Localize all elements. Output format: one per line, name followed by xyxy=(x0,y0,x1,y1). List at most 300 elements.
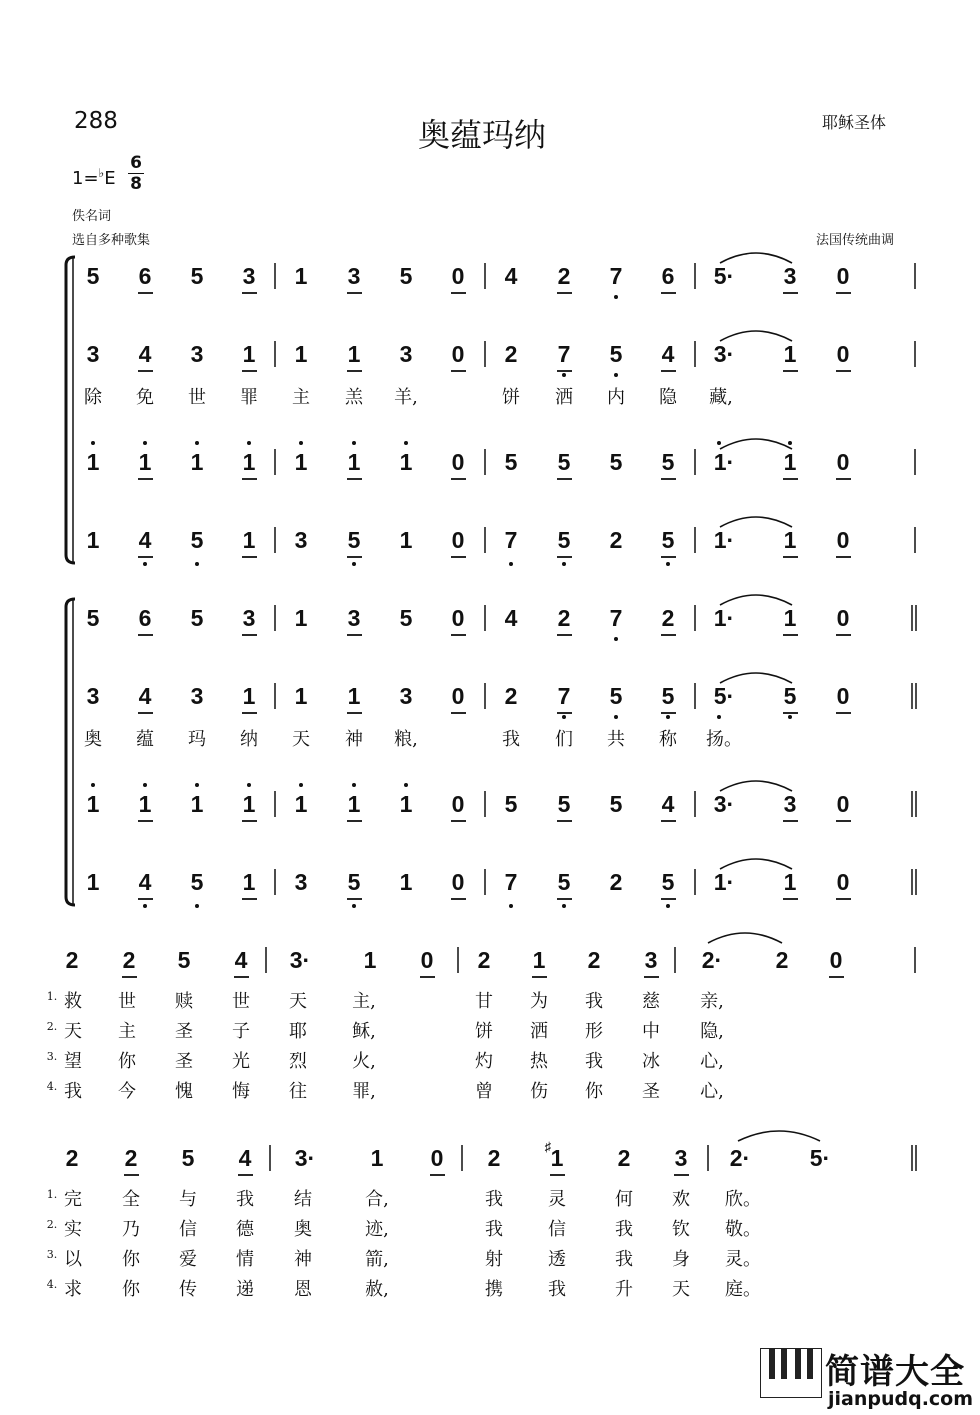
note-5: 5 xyxy=(661,869,675,895)
note-2: 2 xyxy=(124,1145,138,1171)
lyric-syllable: 隐 xyxy=(659,387,677,408)
note-5: 5 xyxy=(557,869,571,895)
note-0: 0 xyxy=(836,683,850,709)
verse-syllable: 稣, xyxy=(352,1021,376,1042)
verse-syllable: 射 xyxy=(485,1249,503,1270)
note-0: 0 xyxy=(451,341,465,367)
verse-syllable: 为 xyxy=(530,991,548,1012)
verse-syllable: 曾 xyxy=(475,1081,493,1102)
verse-syllable: 我 xyxy=(585,991,603,1012)
verse-syllable: 甘 xyxy=(475,991,493,1012)
note-7: 7 xyxy=(557,683,571,709)
verse-syllable: 世 xyxy=(232,991,250,1012)
note-1: 1 xyxy=(783,869,797,895)
note-0: 0 xyxy=(430,1145,444,1171)
lyric-syllable: 我 xyxy=(502,729,520,750)
verse-number: 4. xyxy=(46,1080,58,1093)
verse-syllable: 救 xyxy=(64,991,82,1012)
note-1: 1 xyxy=(347,449,361,475)
note-1: 1 xyxy=(399,449,413,475)
note-5: 5 xyxy=(661,449,675,475)
lyric-syllable: 奥 xyxy=(84,729,102,750)
tie-arc xyxy=(738,1131,820,1141)
note-5: 5 xyxy=(609,449,623,475)
lyric-syllable: 藏, xyxy=(709,387,733,408)
verse-syllable: 恩 xyxy=(294,1279,312,1300)
verse-syllable: 罪, xyxy=(352,1081,376,1102)
note-6: 6 xyxy=(138,263,152,289)
verse-syllable: 耶 xyxy=(289,1021,307,1042)
note-7: 7 xyxy=(504,869,518,895)
note-4: 4 xyxy=(138,527,152,553)
note-5-dotted: 5· xyxy=(809,1145,831,1171)
verse-syllable: 烈 xyxy=(289,1051,307,1072)
verse-syllable: 圣 xyxy=(175,1051,193,1072)
note-2: 2 xyxy=(65,947,79,973)
note-0: 0 xyxy=(420,947,434,973)
verse-syllable: 冰 xyxy=(642,1051,660,1072)
verse-syllable: 欢 xyxy=(672,1189,690,1210)
note-3: 3 xyxy=(242,263,256,289)
verse-syllable: 圣 xyxy=(175,1021,193,1042)
octave-dot xyxy=(614,715,618,719)
tie-arc xyxy=(720,673,792,683)
verse-syllable: 慈 xyxy=(642,991,660,1012)
note-0: 0 xyxy=(836,449,850,475)
note-1: 1 xyxy=(399,527,413,553)
note-1: 1 xyxy=(138,449,152,475)
note-1: 1 xyxy=(138,791,152,817)
key-letter: E xyxy=(104,168,116,189)
verse-syllable: 今 xyxy=(118,1081,136,1102)
note-0: 0 xyxy=(836,869,850,895)
note-5: 5 xyxy=(190,869,204,895)
octave-dot xyxy=(562,562,566,566)
octave-dot xyxy=(352,783,356,787)
note-5: 5 xyxy=(181,1145,195,1171)
lyric-syllable: 羊, xyxy=(394,387,418,408)
verse-number: 3. xyxy=(46,1050,58,1063)
lyric-syllable: 们 xyxy=(555,729,573,750)
verse-syllable: 我 xyxy=(485,1189,503,1210)
note-5: 5 xyxy=(504,791,518,817)
note-6: 6 xyxy=(138,605,152,631)
note-3: 3 xyxy=(242,605,256,631)
note-5: 5 xyxy=(661,527,675,553)
lyric-syllable: 共 xyxy=(607,729,625,750)
note-3: 3 xyxy=(294,869,308,895)
verse-syllable: 递 xyxy=(236,1279,254,1300)
verse-syllable: 你 xyxy=(585,1081,603,1102)
verse-syllable: 我 xyxy=(585,1051,603,1072)
verse-syllable: 天 xyxy=(64,1021,82,1042)
octave-dot xyxy=(299,441,303,445)
verse-syllable: 德 xyxy=(236,1219,254,1240)
note-5: 5 xyxy=(347,869,361,895)
note-1: 1 xyxy=(783,527,797,553)
verse-syllable: 携 xyxy=(485,1279,503,1300)
note-5: 5 xyxy=(609,341,623,367)
note-1: 1 xyxy=(347,683,361,709)
note-4: 4 xyxy=(504,605,518,631)
lyric-syllable: 洒 xyxy=(555,387,573,408)
verse-syllable: 我 xyxy=(548,1279,566,1300)
verse-syllable: 中 xyxy=(642,1021,660,1042)
note-0: 0 xyxy=(451,791,465,817)
note-1: 1 xyxy=(783,341,797,367)
note-1: 1 xyxy=(783,449,797,475)
verse-syllable: 愧 xyxy=(175,1081,193,1102)
octave-dot xyxy=(509,562,513,566)
note-1: 1 xyxy=(242,683,256,709)
note-5: 5 xyxy=(557,791,571,817)
octave-dot xyxy=(788,715,792,719)
note-5: 5 xyxy=(609,683,623,709)
note-4: 4 xyxy=(138,341,152,367)
note-2: 2 xyxy=(65,1145,79,1171)
note-3: 3 xyxy=(347,263,361,289)
note-3: 3 xyxy=(674,1145,688,1171)
lyric-syllable: 纳 xyxy=(240,729,258,750)
octave-dot xyxy=(717,715,721,719)
octave-dot xyxy=(195,562,199,566)
note-1: 1 xyxy=(532,947,546,973)
lyric-syllable: 神 xyxy=(345,729,363,750)
octave-dot xyxy=(666,904,670,908)
note-7: 7 xyxy=(609,605,623,631)
verse-syllable: 透 xyxy=(548,1249,566,1270)
verse-number: 4. xyxy=(46,1278,58,1291)
note-2: 2 xyxy=(587,947,601,973)
note-3: 3 xyxy=(347,605,361,631)
note-0: 0 xyxy=(836,263,850,289)
hymn-number: 288 xyxy=(74,108,118,134)
verse-syllable: 我 xyxy=(485,1219,503,1240)
note-3-dotted: 3· xyxy=(713,341,735,367)
note-3: 3 xyxy=(399,683,413,709)
note-1: 1 xyxy=(294,605,308,631)
note-1: 1 xyxy=(242,341,256,367)
note-4: 4 xyxy=(504,263,518,289)
octave-dot xyxy=(666,562,670,566)
verse-syllable: 悔 xyxy=(232,1081,250,1102)
note-2: 2 xyxy=(504,683,518,709)
verse-syllable: 以 xyxy=(64,1249,82,1270)
octave-dot xyxy=(195,904,199,908)
note-0: 0 xyxy=(836,527,850,553)
note-1-dotted: 1· xyxy=(713,527,735,553)
note-3: 3 xyxy=(190,341,204,367)
logo-url: jianpudq.com xyxy=(828,1388,974,1410)
note-2: 2 xyxy=(775,947,789,973)
verse-number: 3. xyxy=(46,1248,58,1261)
verse-syllable: 迹, xyxy=(365,1219,389,1240)
octave-dot xyxy=(195,441,199,445)
octave-dot xyxy=(352,562,356,566)
verse-syllable: 奥 xyxy=(294,1219,312,1240)
octave-dot xyxy=(562,373,566,377)
verse-syllable: 饼 xyxy=(475,1021,493,1042)
note-2: 2 xyxy=(661,605,675,631)
piano-logo-icon xyxy=(760,1348,822,1398)
lyric-syllable: 粮, xyxy=(394,729,418,750)
note-1-dotted: 1· xyxy=(713,869,735,895)
octave-dot xyxy=(247,441,251,445)
note-3: 3 xyxy=(294,527,308,553)
verse-syllable: 灵。 xyxy=(725,1249,761,1270)
octave-dot xyxy=(562,904,566,908)
octave-dot xyxy=(143,904,147,908)
octave-dot xyxy=(143,562,147,566)
verse-syllable: 亲, xyxy=(700,991,724,1012)
note-3-dotted: 3· xyxy=(294,1145,316,1171)
note-1: 1 xyxy=(190,449,204,475)
verse-number: 2. xyxy=(46,1020,58,1033)
key-prefix: 1= xyxy=(72,168,99,189)
lyric-syllable: 主 xyxy=(292,387,310,408)
note-5: 5 xyxy=(86,263,100,289)
note-5: 5 xyxy=(399,263,413,289)
note-4: 4 xyxy=(238,1145,252,1171)
lyric-syllable: 玛 xyxy=(188,729,206,750)
note-5: 5 xyxy=(86,605,100,631)
verse-syllable: 与 xyxy=(179,1189,197,1210)
verse-syllable: 隐, xyxy=(700,1021,724,1042)
verse-number: 1. xyxy=(46,1188,58,1201)
octave-dot xyxy=(404,441,408,445)
verse-syllable: 何 xyxy=(615,1189,633,1210)
category-label: 耶稣圣体 xyxy=(822,113,887,132)
verse-syllable: 你 xyxy=(122,1279,140,1300)
note-1: 1 xyxy=(242,791,256,817)
lyric-syllable: 世 xyxy=(188,387,206,408)
verse-syllable: 你 xyxy=(118,1051,136,1072)
verse-syllable: 主 xyxy=(118,1021,136,1042)
note-5: 5 xyxy=(190,527,204,553)
verse-syllable: 庭。 xyxy=(725,1279,761,1300)
note-2: 2 xyxy=(609,527,623,553)
verse-syllable: 信 xyxy=(548,1219,566,1240)
note-0: 0 xyxy=(451,449,465,475)
note-1-dotted: 1· xyxy=(713,449,735,475)
verse-syllable: 乃 xyxy=(122,1219,140,1240)
note-4: 4 xyxy=(138,869,152,895)
sharp-sign: ♯ xyxy=(544,1139,552,1154)
octave-dot xyxy=(352,904,356,908)
octave-dot xyxy=(614,373,618,377)
octave-dot xyxy=(143,783,147,787)
tie-arc xyxy=(720,781,792,791)
octave-dot xyxy=(614,295,618,299)
note-4: 4 xyxy=(661,791,675,817)
note-4: 4 xyxy=(138,683,152,709)
note-1: 1 xyxy=(86,527,100,553)
note-1: 1 xyxy=(399,869,413,895)
verse-syllable: 爱 xyxy=(179,1249,197,1270)
note-2: 2 xyxy=(477,947,491,973)
note-5: 5 xyxy=(783,683,797,709)
lyric-syllable: 罪 xyxy=(240,387,258,408)
note-1: 1 xyxy=(294,449,308,475)
octave-dot xyxy=(614,637,618,641)
verse-syllable: 我 xyxy=(615,1249,633,1270)
lyric-syllable: 蕴 xyxy=(136,729,154,750)
logo-text: 简谱大全 xyxy=(825,1352,965,1392)
verse-syllable: 光 xyxy=(232,1051,250,1072)
note-5: 5 xyxy=(661,683,675,709)
note-1: 1 xyxy=(86,449,100,475)
verse-syllable: 热 xyxy=(530,1051,548,1072)
octave-dot xyxy=(91,783,95,787)
note-5: 5 xyxy=(177,947,191,973)
octave-dot xyxy=(91,441,95,445)
note-5: 5 xyxy=(557,527,571,553)
verse-syllable: 世 xyxy=(118,991,136,1012)
note-2: 2 xyxy=(557,263,571,289)
note-2: 2 xyxy=(487,1145,501,1171)
time-denominator: 8 xyxy=(128,173,144,194)
octave-dot xyxy=(195,783,199,787)
octave-dot xyxy=(666,715,670,719)
note-0: 0 xyxy=(451,605,465,631)
verse-syllable: 你 xyxy=(122,1249,140,1270)
note-1: 1 xyxy=(294,263,308,289)
verse-syllable: 圣 xyxy=(642,1081,660,1102)
note-7: 7 xyxy=(504,527,518,553)
note-1: 1 xyxy=(363,947,377,973)
note-5: 5 xyxy=(557,449,571,475)
note-5: 5 xyxy=(190,605,204,631)
verse-syllable: 求 xyxy=(64,1279,82,1300)
verse-syllable: 赎 xyxy=(175,991,193,1012)
note-7: 7 xyxy=(557,341,571,367)
verse-syllable: 主, xyxy=(352,991,376,1012)
note-4: 4 xyxy=(234,947,248,973)
note-1: 1 xyxy=(370,1145,384,1171)
note-3: 3 xyxy=(644,947,658,973)
verse-syllable: 往 xyxy=(289,1081,307,1102)
lyric-syllable: 除 xyxy=(84,387,102,408)
note-1: 1 xyxy=(347,341,361,367)
verse-syllable: 信 xyxy=(179,1219,197,1240)
flat-sign: ♭ xyxy=(98,166,105,180)
verse-syllable: 伤 xyxy=(530,1081,548,1102)
note-3-dotted: 3· xyxy=(289,947,311,973)
verse-syllable: 天 xyxy=(672,1279,690,1300)
tie-arc xyxy=(708,933,782,943)
verse-syllable: 身 xyxy=(672,1249,690,1270)
note-2: 2 xyxy=(504,341,518,367)
lyric-syllable: 饼 xyxy=(502,387,520,408)
note-0: 0 xyxy=(836,605,850,631)
verse-syllable: 心, xyxy=(700,1081,724,1102)
composer-credit: 法国传统曲调 xyxy=(816,233,895,248)
note-1: 1 xyxy=(242,449,256,475)
verse-syllable: 我 xyxy=(236,1189,254,1210)
verse-syllable: 神 xyxy=(294,1249,312,1270)
octave-dot xyxy=(143,441,147,445)
note-1: 1 xyxy=(347,791,361,817)
verse-syllable: 完 xyxy=(64,1189,82,1210)
verse-syllable: 传 xyxy=(179,1279,197,1300)
note-2: 2 xyxy=(122,947,136,973)
note-5: 5 xyxy=(504,449,518,475)
verse-syllable: 天 xyxy=(289,991,307,1012)
note-5: 5 xyxy=(347,527,361,553)
note-3: 3 xyxy=(86,683,100,709)
note-5-dotted: 5· xyxy=(713,683,735,709)
note-5: 5 xyxy=(399,605,413,631)
octave-dot xyxy=(562,715,566,719)
note-1: 1 xyxy=(294,683,308,709)
verse-number: 2. xyxy=(46,1218,58,1231)
note-1: 1 xyxy=(399,791,413,817)
note-0: 0 xyxy=(451,683,465,709)
note-0: 0 xyxy=(451,869,465,895)
lyricist-credit: 佚名词 xyxy=(72,209,112,224)
tie-arc xyxy=(720,595,792,605)
note-2: 2 xyxy=(557,605,571,631)
verse-syllable: 情 xyxy=(236,1249,254,1270)
verse-syllable: 钦 xyxy=(672,1219,690,1240)
note-3: 3 xyxy=(86,341,100,367)
verse-syllable: 火, xyxy=(352,1051,376,1072)
note-3: 3 xyxy=(783,791,797,817)
note-3-dotted: 3· xyxy=(713,791,735,817)
time-numerator: 6 xyxy=(130,153,142,173)
verse-number: 1. xyxy=(46,990,58,1003)
lyric-syllable: 天 xyxy=(292,729,310,750)
octave-dot xyxy=(717,441,721,445)
note-7: 7 xyxy=(609,263,623,289)
note-1: 1 xyxy=(190,791,204,817)
note-5: 5 xyxy=(609,791,623,817)
verse-syllable: 形 xyxy=(585,1021,603,1042)
tie-arc xyxy=(720,517,792,527)
note-1: 1 xyxy=(294,791,308,817)
note-4: 4 xyxy=(661,341,675,367)
octave-dot xyxy=(352,441,356,445)
note-1: 1 xyxy=(86,869,100,895)
lyric-syllable: 羔 xyxy=(345,387,363,408)
note-2: 2 xyxy=(617,1145,631,1171)
note-0: 0 xyxy=(451,263,465,289)
octave-dot xyxy=(299,783,303,787)
verse-syllable: 箭, xyxy=(365,1249,389,1270)
verse-syllable: 结 xyxy=(294,1189,312,1210)
verse-syllable: 洒 xyxy=(530,1021,548,1042)
verse-syllable: 敬。 xyxy=(725,1219,761,1240)
note-1: 1 xyxy=(783,605,797,631)
tie-arc xyxy=(720,439,792,449)
note-3: 3 xyxy=(190,683,204,709)
verse-syllable: 我 xyxy=(64,1081,82,1102)
verse-syllable: 实 xyxy=(64,1219,82,1240)
lyric-syllable: 称 xyxy=(659,729,677,750)
note-5-dotted: 5· xyxy=(713,263,735,289)
note-1: 1 xyxy=(242,869,256,895)
verse-syllable: 望 xyxy=(64,1051,82,1072)
note-0: 0 xyxy=(451,527,465,553)
note-6: 6 xyxy=(661,263,675,289)
note-1: 1 xyxy=(242,527,256,553)
verse-syllable: 子 xyxy=(232,1021,250,1042)
octave-dot xyxy=(404,783,408,787)
note-1: 1 xyxy=(550,1145,564,1171)
tie-arc xyxy=(720,331,792,341)
note-1: 1 xyxy=(86,791,100,817)
octave-dot xyxy=(788,441,792,445)
